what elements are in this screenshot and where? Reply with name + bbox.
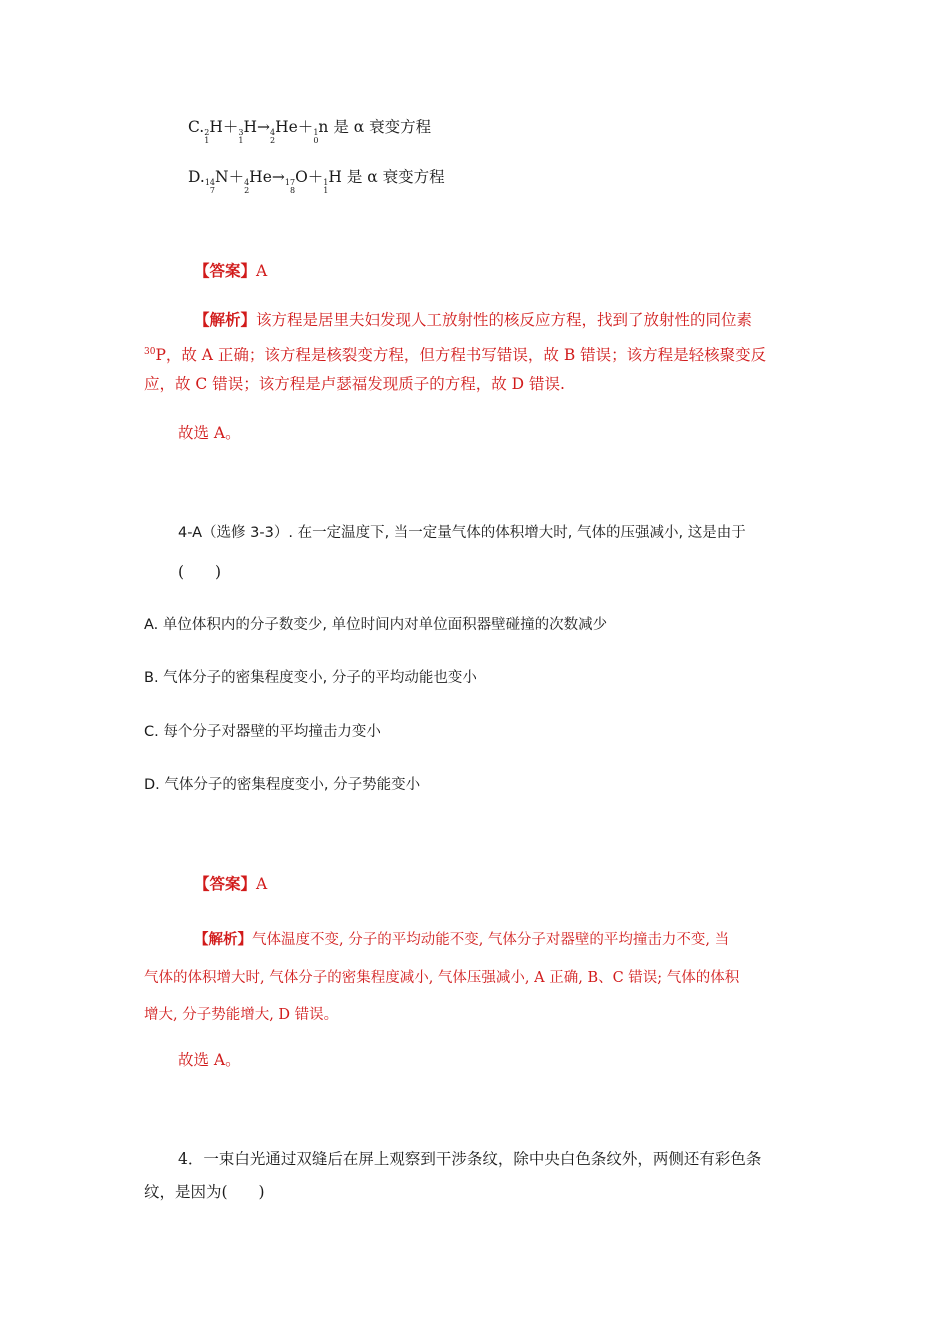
mass-number-30: 30 [144, 347, 156, 357]
analysis-label: 【解析】 [194, 310, 257, 329]
nuclide-h1: 1 1 H [323, 168, 342, 195]
option-text: C. 每个分子对器壁的平均撞击力变小 [144, 724, 381, 740]
option-c-text: 是 α 衰变方程 [333, 118, 432, 136]
q4a-answer [194, 873, 267, 895]
nuclide-he4: 4 2 He [270, 118, 298, 145]
nuclide-h3: 3 1 H [238, 118, 257, 145]
q4a-option-b [144, 667, 477, 689]
nuclide-n14: 14 7 N [204, 168, 229, 195]
analysis-text: 增大, 分子势能增大, D 错误。 [144, 1007, 339, 1023]
analysis-text: 该方程是居里夫妇发现人工放射性的核反应方程，找到了放射性的同位素 [256, 311, 753, 329]
answer-value: A [256, 875, 268, 893]
option-c: C. 2 1 H＋ 3 1 H→ 4 2 He＋ 1 0 n 是 α 衰变方程 [188, 118, 432, 145]
answer-label: 【答案】 [194, 261, 257, 280]
q3-conclusion [178, 422, 241, 444]
answer-value: A [256, 262, 268, 280]
analysis-text: 气体温度不变, 分子的平均动能不变, 气体分子对器壁的平均撞击力不变, 当 [252, 932, 730, 948]
nuclide-o17: 17 8 O [284, 168, 308, 195]
option-text: A. 单位体积内的分子数变少, 单位时间内对单位面积器壁碰撞的次数减少 [144, 617, 608, 633]
analysis-text: P，故 A 正确；该方程是核裂变方程，但方程书写错误，故 B 错误；该方程是轻核聚变反 [155, 346, 767, 364]
conclusion-text: 故选 A。 [178, 1051, 241, 1069]
question-stem: 4-A（选修 3-3）. 在一定温度下, 当一定量气体的体积增大时, 气体的压强减小, 这是由于 [178, 525, 746, 541]
q4a-analysis-line-2 [144, 967, 739, 989]
answer-label: 【答案】 [194, 874, 257, 893]
nuclide-h2: 2 1 H [204, 118, 223, 145]
q4a-stem-line-1 [178, 522, 746, 544]
q4-stem-line-1 [178, 1148, 761, 1170]
nuclide-he4: 4 2 He [244, 168, 272, 195]
conclusion-text: 故选 A。 [178, 424, 241, 442]
q3-analysis-line-1 [194, 309, 752, 331]
analysis-text: 气体的体积增大时, 气体分子的密集程度减小, 气体压强减小, A 正确, B、C 错误; 气体的体积 [144, 970, 740, 986]
option-text: B. 气体分子的密集程度变小, 分子的平均动能也变小 [144, 670, 477, 686]
q4a-option-d [144, 774, 420, 796]
q4-stem-line-2 [144, 1181, 265, 1203]
q4a-conclusion [178, 1049, 241, 1071]
nuclide-n1: 1 0 n [313, 118, 329, 145]
q3-answer [194, 260, 267, 282]
analysis-label: 【解析】 [194, 931, 252, 948]
analysis-text: 应，故 C 错误；该方程是卢瑟福发现质子的方程，故 D 错误. [144, 375, 565, 393]
q4a-option-a [144, 614, 607, 636]
option-d-prefix: D. [188, 168, 205, 186]
q4a-analysis-line-3 [144, 1004, 338, 1026]
option-c-prefix: C. [188, 118, 205, 136]
option-d-text: 是 α 衰变方程 [346, 168, 445, 186]
q3-analysis-line-2 [144, 341, 766, 366]
q4a-analysis-line-1 [194, 929, 729, 951]
option-d: D. 14 7 N＋ 4 2 He→ 17 8 O＋ 1 1 H 是 α 衰变方程 [188, 168, 445, 195]
q4a-stem-line-2 [178, 561, 221, 583]
question-stem: 纹，是因为( ) [144, 1183, 265, 1201]
q4a-option-c [144, 721, 381, 743]
q3-analysis-line-3 [144, 373, 565, 395]
option-text: D. 气体分子的密集程度变小, 分子势能变小 [144, 777, 421, 793]
answer-blank: ( ) [178, 563, 222, 581]
question-stem: 4．一束白光通过双缝后在屏上观察到干涉条纹，除中央白色条纹外，两侧还有彩色条 [178, 1150, 762, 1168]
